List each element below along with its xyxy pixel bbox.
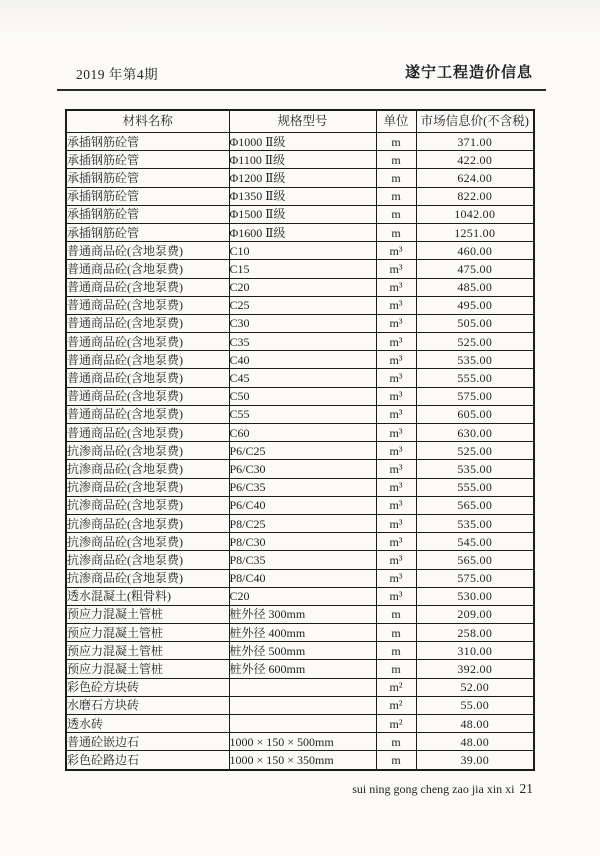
spec-cell: Φ1600 Ⅱ级: [229, 223, 376, 241]
material-name-cell: 普通商品砼(含地泵费): [66, 369, 229, 387]
page-footer: [352, 781, 533, 797]
spec-cell: 桩外径 300mm: [229, 605, 376, 623]
unit-cell: m: [376, 733, 416, 751]
price-cell: 575.00: [416, 387, 534, 405]
material-name-cell: 透水砖: [66, 715, 229, 733]
material-name-cell: 抗渗商品砼(含地泵费): [66, 514, 229, 532]
price-cell: 565.00: [416, 551, 534, 569]
table-row: [66, 715, 534, 733]
issue-label: 2019 年第4期: [76, 67, 159, 82]
material-name-cell: 普通商品砼(含地泵费): [66, 424, 229, 442]
table-row: [66, 496, 534, 514]
unit-cell: m: [376, 751, 416, 770]
spec-cell: C25: [229, 296, 376, 314]
table-row: [66, 187, 534, 205]
table-row: [66, 133, 534, 151]
material-name-cell: 承插钢筋砼管: [66, 205, 229, 223]
price-cell: 371.00: [416, 133, 534, 151]
material-name-cell: 抗渗商品砼(含地泵费): [66, 551, 229, 569]
material-name-cell: 普通商品砼(含地泵费): [66, 333, 229, 351]
unit-cell: m³: [376, 260, 416, 278]
spec-cell: [229, 715, 376, 733]
material-name-cell: 承插钢筋砼管: [66, 169, 229, 187]
unit-cell: m³: [376, 278, 416, 296]
price-cell: 258.00: [416, 624, 534, 642]
spec-cell: C10: [229, 242, 376, 260]
price-cell: 565.00: [416, 496, 534, 514]
footer-pinyin: sui ning gong cheng zao jia xin xi: [352, 782, 515, 796]
material-name-cell: 承插钢筋砼管: [66, 133, 229, 151]
material-name-cell: 预应力混凝土管桩: [66, 624, 229, 642]
material-name-cell: 普通商品砼(含地泵费): [66, 278, 229, 296]
unit-cell: m³: [376, 351, 416, 369]
table-row: [66, 314, 534, 332]
table-row: [66, 551, 534, 569]
spec-cell: 桩外径 600mm: [229, 660, 376, 678]
price-cell: 460.00: [416, 242, 534, 260]
spec-cell: C35: [229, 333, 376, 351]
table-row: [66, 514, 534, 532]
unit-cell: m²: [376, 678, 416, 696]
table-row: [66, 169, 534, 187]
table-row: [66, 387, 534, 405]
price-cell: 555.00: [416, 478, 534, 496]
unit-cell: m³: [376, 460, 416, 478]
price-cell: 555.00: [416, 369, 534, 387]
unit-cell: m³: [376, 387, 416, 405]
material-name-cell: 透水混凝土(粗骨料): [66, 587, 229, 605]
price-cell: 535.00: [416, 514, 534, 532]
material-name-cell: 抗渗商品砼(含地泵费): [66, 496, 229, 514]
spec-cell: Φ1100 Ⅱ级: [229, 151, 376, 169]
price-cell: 310.00: [416, 642, 534, 660]
spec-cell: C50: [229, 387, 376, 405]
price-cell: 525.00: [416, 442, 534, 460]
table-row: [66, 333, 534, 351]
price-cell: 624.00: [416, 169, 534, 187]
price-cell: 822.00: [416, 187, 534, 205]
table-header-row: [66, 110, 534, 133]
spec-cell: C45: [229, 369, 376, 387]
table-row: [66, 642, 534, 660]
table-row: [66, 260, 534, 278]
spec-cell: Φ1200 Ⅱ级: [229, 169, 376, 187]
price-cell: 392.00: [416, 660, 534, 678]
spec-cell: Φ1350 Ⅱ级: [229, 187, 376, 205]
material-name-cell: 普通商品砼(含地泵费): [66, 351, 229, 369]
price-cell: 1042.00: [416, 205, 534, 223]
table-row: [66, 624, 534, 642]
price-cell: 630.00: [416, 424, 534, 442]
table-row: [66, 351, 534, 369]
material-name-cell: 抗渗商品砼(含地泵费): [66, 442, 229, 460]
material-name-cell: 普通商品砼(含地泵费): [66, 387, 229, 405]
unit-cell: m³: [376, 496, 416, 514]
table-row: [66, 751, 534, 770]
publication-title: 遂宁工程造价信息: [404, 65, 533, 81]
table-body: [66, 133, 534, 770]
col-header-unit: 单位: [376, 110, 416, 133]
table-row: [66, 242, 534, 260]
price-cell: 535.00: [416, 351, 534, 369]
material-name-cell: 彩色砼方块砖: [66, 678, 229, 696]
material-name-cell: 普通商品砼(含地泵费): [66, 314, 229, 332]
price-cell: 575.00: [416, 569, 534, 587]
col-header-market-price: 市场信息价(不含税): [416, 110, 534, 133]
table-row: [66, 278, 534, 296]
price-cell: 52.00: [416, 678, 534, 696]
spec-cell: 桩外径 500mm: [229, 642, 376, 660]
table-row: [66, 733, 534, 751]
spec-cell: C15: [229, 260, 376, 278]
table-row: [66, 296, 534, 314]
table-row: [66, 660, 534, 678]
unit-cell: m: [376, 169, 416, 187]
material-name-cell: 普通商品砼(含地泵费): [66, 260, 229, 278]
unit-cell: m³: [376, 478, 416, 496]
unit-cell: m³: [376, 551, 416, 569]
table-row: [66, 369, 534, 387]
price-cell: 525.00: [416, 333, 534, 351]
spec-cell: P6/C35: [229, 478, 376, 496]
unit-cell: m: [376, 605, 416, 623]
table-row: [66, 151, 534, 169]
table-row: [66, 678, 534, 696]
material-name-cell: 预应力混凝土管桩: [66, 605, 229, 623]
material-name-cell: 抗渗商品砼(含地泵费): [66, 569, 229, 587]
unit-cell: m: [376, 187, 416, 205]
price-cell: 48.00: [416, 715, 534, 733]
price-cell: 530.00: [416, 587, 534, 605]
unit-cell: m³: [376, 587, 416, 605]
table-row: [66, 696, 534, 714]
material-name-cell: 预应力混凝土管桩: [66, 660, 229, 678]
price-cell: 605.00: [416, 405, 534, 423]
unit-cell: m³: [376, 296, 416, 314]
table-row: [66, 478, 534, 496]
spec-cell: [229, 696, 376, 714]
price-cell: 535.00: [416, 460, 534, 478]
spec-cell: C60: [229, 424, 376, 442]
unit-cell: m: [376, 151, 416, 169]
spec-cell: Φ1000 Ⅱ级: [229, 133, 376, 151]
price-cell: 209.00: [416, 605, 534, 623]
table-row: [66, 223, 534, 241]
price-cell: 48.00: [416, 733, 534, 751]
unit-cell: m³: [376, 333, 416, 351]
unit-cell: m³: [376, 442, 416, 460]
header-rule: [57, 89, 546, 91]
spec-cell: P6/C30: [229, 460, 376, 478]
material-name-cell: 承插钢筋砼管: [66, 187, 229, 205]
price-cell: 1251.00: [416, 223, 534, 241]
spec-cell: C20: [229, 587, 376, 605]
spec-cell: C20: [229, 278, 376, 296]
spec-cell: C30: [229, 314, 376, 332]
price-cell: 495.00: [416, 296, 534, 314]
table-row: [66, 424, 534, 442]
table-row: [66, 569, 534, 587]
spec-cell: P8/C30: [229, 533, 376, 551]
unit-cell: m²: [376, 715, 416, 733]
material-name-cell: 水磨石方块砖: [66, 696, 229, 714]
price-cell: 422.00: [416, 151, 534, 169]
page-number: 21: [519, 781, 533, 796]
spec-cell: C55: [229, 405, 376, 423]
material-name-cell: 普通商品砼(含地泵费): [66, 242, 229, 260]
unit-cell: m³: [376, 533, 416, 551]
material-name-cell: 承插钢筋砼管: [66, 223, 229, 241]
material-name-cell: 抗渗商品砼(含地泵费): [66, 533, 229, 551]
material-name-cell: 彩色砼路边石: [66, 751, 229, 770]
material-name-cell: 承插钢筋砼管: [66, 151, 229, 169]
table-row: [66, 405, 534, 423]
table-row: [66, 442, 534, 460]
price-cell: 485.00: [416, 278, 534, 296]
table-row: [66, 533, 534, 551]
unit-cell: m³: [376, 569, 416, 587]
unit-cell: m³: [376, 424, 416, 442]
spec-cell: 桩外径 400mm: [229, 624, 376, 642]
price-cell: 39.00: [416, 751, 534, 770]
price-cell: 505.00: [416, 314, 534, 332]
unit-cell: m: [376, 624, 416, 642]
material-price-table: [65, 109, 535, 771]
col-header-material-name: 材料名称: [66, 110, 229, 133]
unit-cell: m³: [376, 242, 416, 260]
material-name-cell: 普通商品砼(含地泵费): [66, 296, 229, 314]
unit-cell: m²: [376, 696, 416, 714]
material-name-cell: 普通商品砼(含地泵费): [66, 405, 229, 423]
col-header-spec-model: 规格型号: [229, 110, 376, 133]
unit-cell: m³: [376, 314, 416, 332]
unit-cell: m³: [376, 369, 416, 387]
unit-cell: m: [376, 642, 416, 660]
unit-cell: m³: [376, 514, 416, 532]
material-name-cell: 抗渗商品砼(含地泵费): [66, 478, 229, 496]
material-name-cell: 抗渗商品砼(含地泵费): [66, 460, 229, 478]
unit-cell: m³: [376, 405, 416, 423]
unit-cell: m: [376, 133, 416, 151]
price-cell: 55.00: [416, 696, 534, 714]
price-cell: 475.00: [416, 260, 534, 278]
spec-cell: P6/C25: [229, 442, 376, 460]
table-header: [66, 110, 534, 133]
spec-cell: P8/C35: [229, 551, 376, 569]
unit-cell: m: [376, 205, 416, 223]
table-row: [66, 460, 534, 478]
table-row: [66, 587, 534, 605]
spec-cell: P6/C40: [229, 496, 376, 514]
spec-cell: P8/C25: [229, 514, 376, 532]
unit-cell: m: [376, 660, 416, 678]
spec-cell: C40: [229, 351, 376, 369]
unit-cell: m: [376, 223, 416, 241]
spec-cell: Φ1500 Ⅱ级: [229, 205, 376, 223]
table-row: [66, 205, 534, 223]
price-cell: 545.00: [416, 533, 534, 551]
spec-cell: 1000 × 150 × 350mm: [229, 751, 376, 770]
spec-cell: [229, 678, 376, 696]
material-name-cell: 普通砼嵌边石: [66, 733, 229, 751]
spec-cell: P8/C40: [229, 569, 376, 587]
table-row: [66, 605, 534, 623]
material-name-cell: 预应力混凝土管桩: [66, 642, 229, 660]
spec-cell: 1000 × 150 × 500mm: [229, 733, 376, 751]
